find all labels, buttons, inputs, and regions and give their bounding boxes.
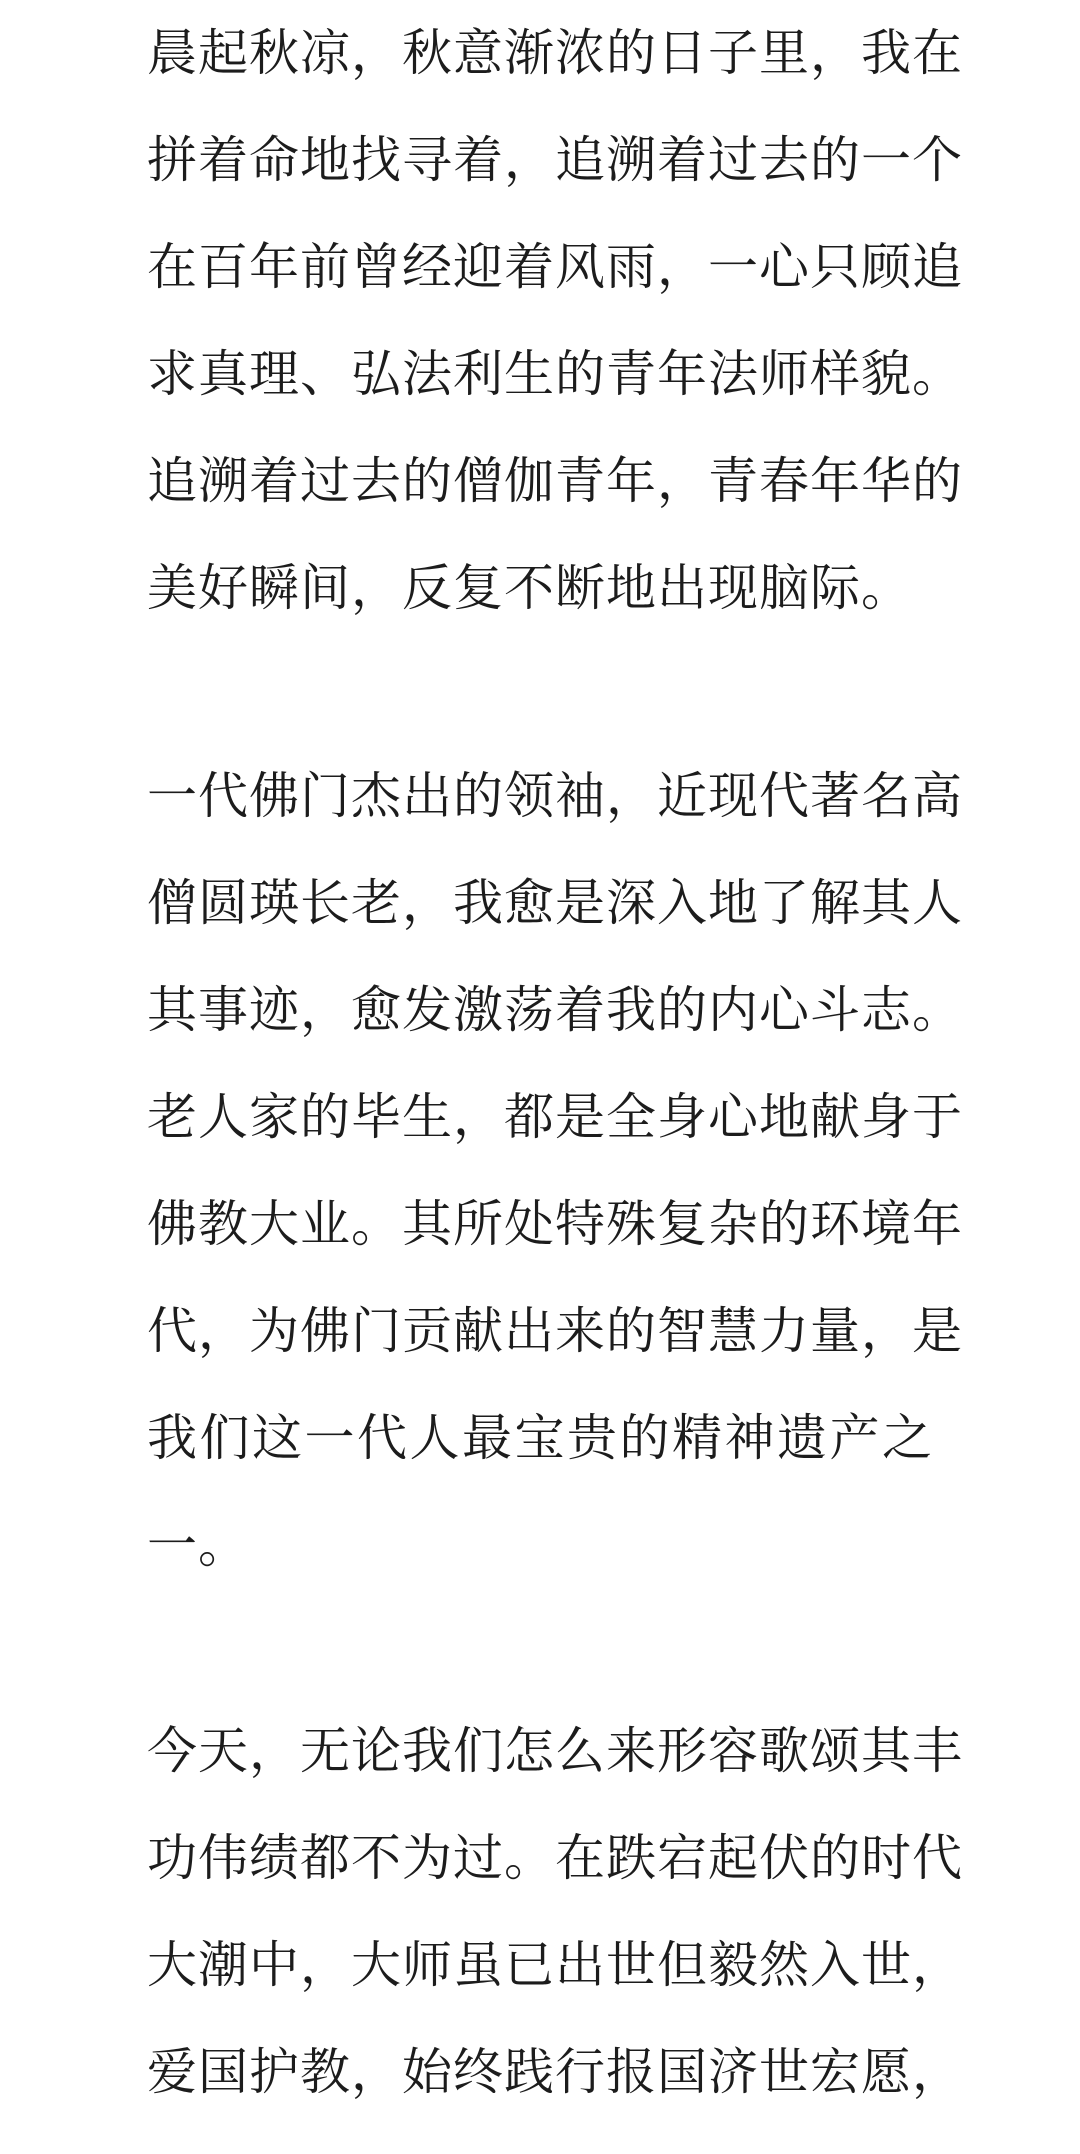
text-line: 大潮中，大师虽已出世但毅然入世，	[147, 1936, 963, 1994]
text-line: 爱国护教，始终践行报国济世宏愿，	[147, 2043, 963, 2101]
text-line: 今天，无论我们怎么来形容歌颂其丰	[147, 1722, 963, 1780]
text-line: 美好瞬间，反复不断地出现脑际。	[147, 559, 912, 617]
text-line: 僧圆瑛长老，我愈是深入地了解其人	[147, 874, 963, 932]
text-line: 代，为佛门贡献出来的智慧力量，是	[147, 1302, 963, 1360]
text-line: 一代佛门杰出的领袖，近现代著名高	[147, 767, 963, 825]
text-line: 功伟绩都不为过。在跌宕起伏的时代	[147, 1829, 963, 1887]
text-line: 晨起秋凉，秋意渐浓的日子里，我在	[147, 24, 963, 82]
text-line: 佛教大业。其所处特殊复杂的环境年	[147, 1195, 963, 1253]
paragraph-2	[147, 743, 963, 1599]
text-line: 其事迹，愈发激荡着我的内心斗志。	[147, 981, 963, 1039]
paragraph-3	[147, 1698, 963, 2126]
text-line: 在百年前曾经迎着风雨，一心只顾追	[147, 238, 963, 296]
text-line: 追溯着过去的僧伽青年，青春年华的	[147, 452, 963, 510]
text-line: 一。	[147, 1516, 249, 1574]
text-line: 我们这一代人最宝贵的精神遗产之	[147, 1409, 933, 1467]
text-line: 求真理、弘法利生的青年法师样貌。	[147, 345, 963, 403]
text-line: 老人家的毕生，都是全身心地献身于	[147, 1088, 963, 1146]
text-line: 拼着命地找寻着，追溯着过去的一个	[147, 131, 963, 189]
paragraph-1	[147, 0, 963, 642]
